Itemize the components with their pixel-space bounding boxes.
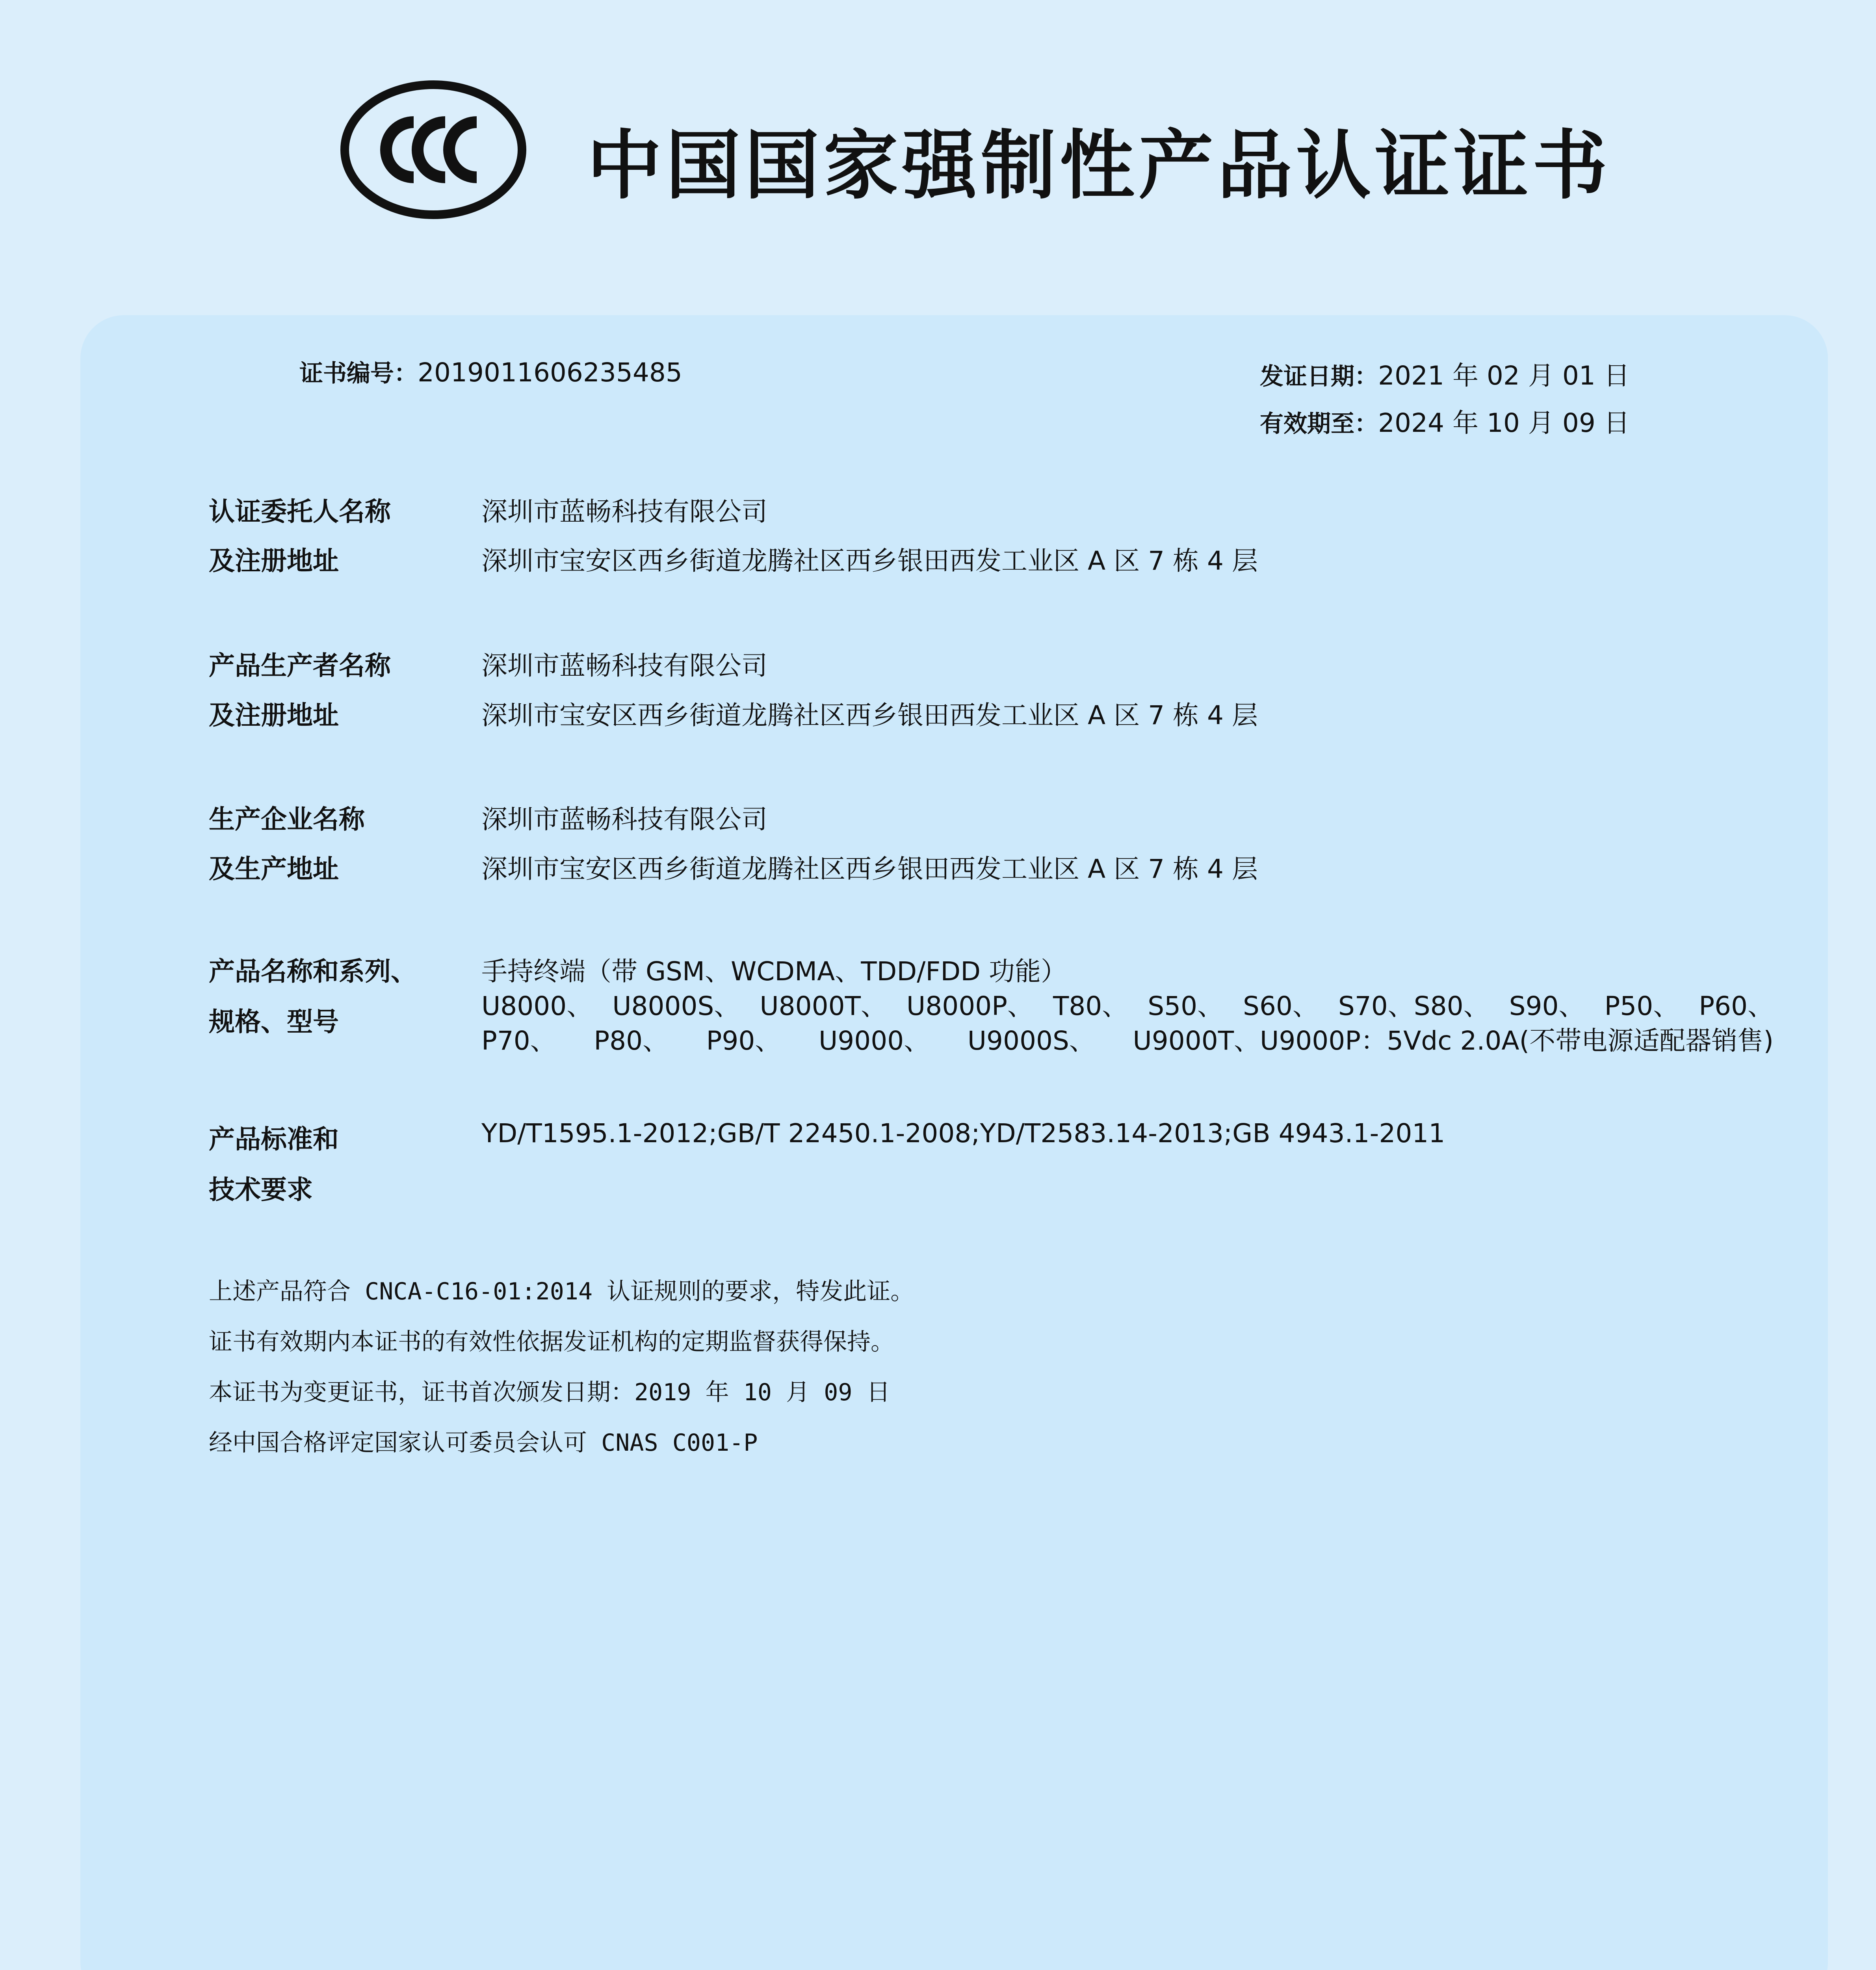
field-value: 深圳市蓝畅科技有限公司: [481, 804, 767, 834]
field-label: 及生产地址: [209, 854, 339, 884]
model-item: U8000S、: [612, 991, 740, 1021]
field-label: 认证委托人名称: [209, 496, 391, 527]
valid-date-label: 有效期至：: [1260, 410, 1378, 438]
model-item: U9000、: [818, 1026, 930, 1056]
field-label: 产品生产者名称: [209, 650, 391, 681]
note-line: 本证书为变更证书，证书首次颁发日期：2019 年 10 月 09 日: [209, 1379, 890, 1406]
certificate-title: 中国国家强制性产品认证证书: [587, 122, 1612, 209]
cert-number-value: 2019011606235485: [418, 357, 682, 388]
model-item: U8000、: [481, 991, 593, 1021]
field-value: 深圳市宝安区西乡街道龙腾社区西乡银田西发工业区 A 区 7 栋 4 层: [481, 546, 1258, 576]
product-name: 手持终端（带 GSM、WCDMA、TDD/FDD 功能）: [481, 956, 1067, 987]
model-item: P50、: [1604, 991, 1679, 1021]
model-list-row2: [481, 1020, 1774, 1057]
note-line: 证书有效期内本证书的有效性依据发证机构的定期监督获得保持。: [209, 1328, 894, 1356]
model-item: S70、S80、: [1338, 991, 1490, 1021]
field-value: 深圳市蓝畅科技有限公司: [481, 650, 767, 681]
product-label: 规格、型号: [209, 1007, 339, 1037]
standards-label: 产品标准和: [209, 1124, 339, 1154]
model-item: T80、: [1053, 991, 1128, 1021]
field-label: 及注册地址: [209, 546, 339, 576]
field-label: 生产企业名称: [209, 804, 365, 834]
model-list-row1: [481, 985, 1774, 1022]
model-item: U8000P、: [906, 991, 1033, 1021]
model-item: S50、: [1148, 991, 1224, 1021]
product-label: 产品名称和系列、: [209, 956, 417, 987]
model-item: U9000T、U9000P：5Vdc 2.0A(不带电源适配器销售): [1133, 1026, 1774, 1056]
cert-number: [299, 355, 682, 388]
field-label: 及注册地址: [209, 700, 339, 730]
model-item: S60、: [1243, 991, 1319, 1021]
standards-label: 技术要求: [209, 1175, 313, 1205]
model-item: P80、: [594, 1026, 669, 1056]
note-line: 经中国合格评定国家认可委员会认可 CNAS C001-P: [209, 1429, 758, 1457]
issue-date: [1260, 355, 1630, 392]
valid-date-value: 2024 年 10 月 09 日: [1378, 408, 1630, 438]
field-value: 深圳市宝安区西乡街道龙腾社区西乡银田西发工业区 A 区 7 栋 4 层: [481, 854, 1258, 884]
model-item: P60、: [1699, 991, 1774, 1021]
field-value: 深圳市蓝畅科技有限公司: [481, 496, 767, 527]
issue-date-value: 2021 年 02 月 01 日: [1378, 361, 1630, 391]
valid-date: [1260, 402, 1630, 439]
field-value: 深圳市宝安区西乡街道龙腾社区西乡银田西发工业区 A 区 7 栋 4 层: [481, 700, 1258, 730]
ccc-logo: [339, 79, 528, 221]
model-item: P90、: [706, 1026, 781, 1056]
model-item: P70、: [481, 1026, 556, 1056]
model-item: S90、: [1509, 991, 1585, 1021]
note-line: 上述产品符合 CNCA-C16-01:2014 认证规则的要求，特发此证。: [209, 1278, 914, 1305]
model-item: U9000S、: [967, 1026, 1095, 1056]
cert-number-label: 证书编号：: [299, 360, 418, 387]
standards-value: YD/T1595.1-2012;GB/T 22450.1-2008;YD/T2583.14-2013;GB 4943.1-2011: [481, 1118, 1445, 1149]
model-item: U8000T、: [760, 991, 887, 1021]
issue-date-label: 发证日期：: [1260, 363, 1378, 390]
